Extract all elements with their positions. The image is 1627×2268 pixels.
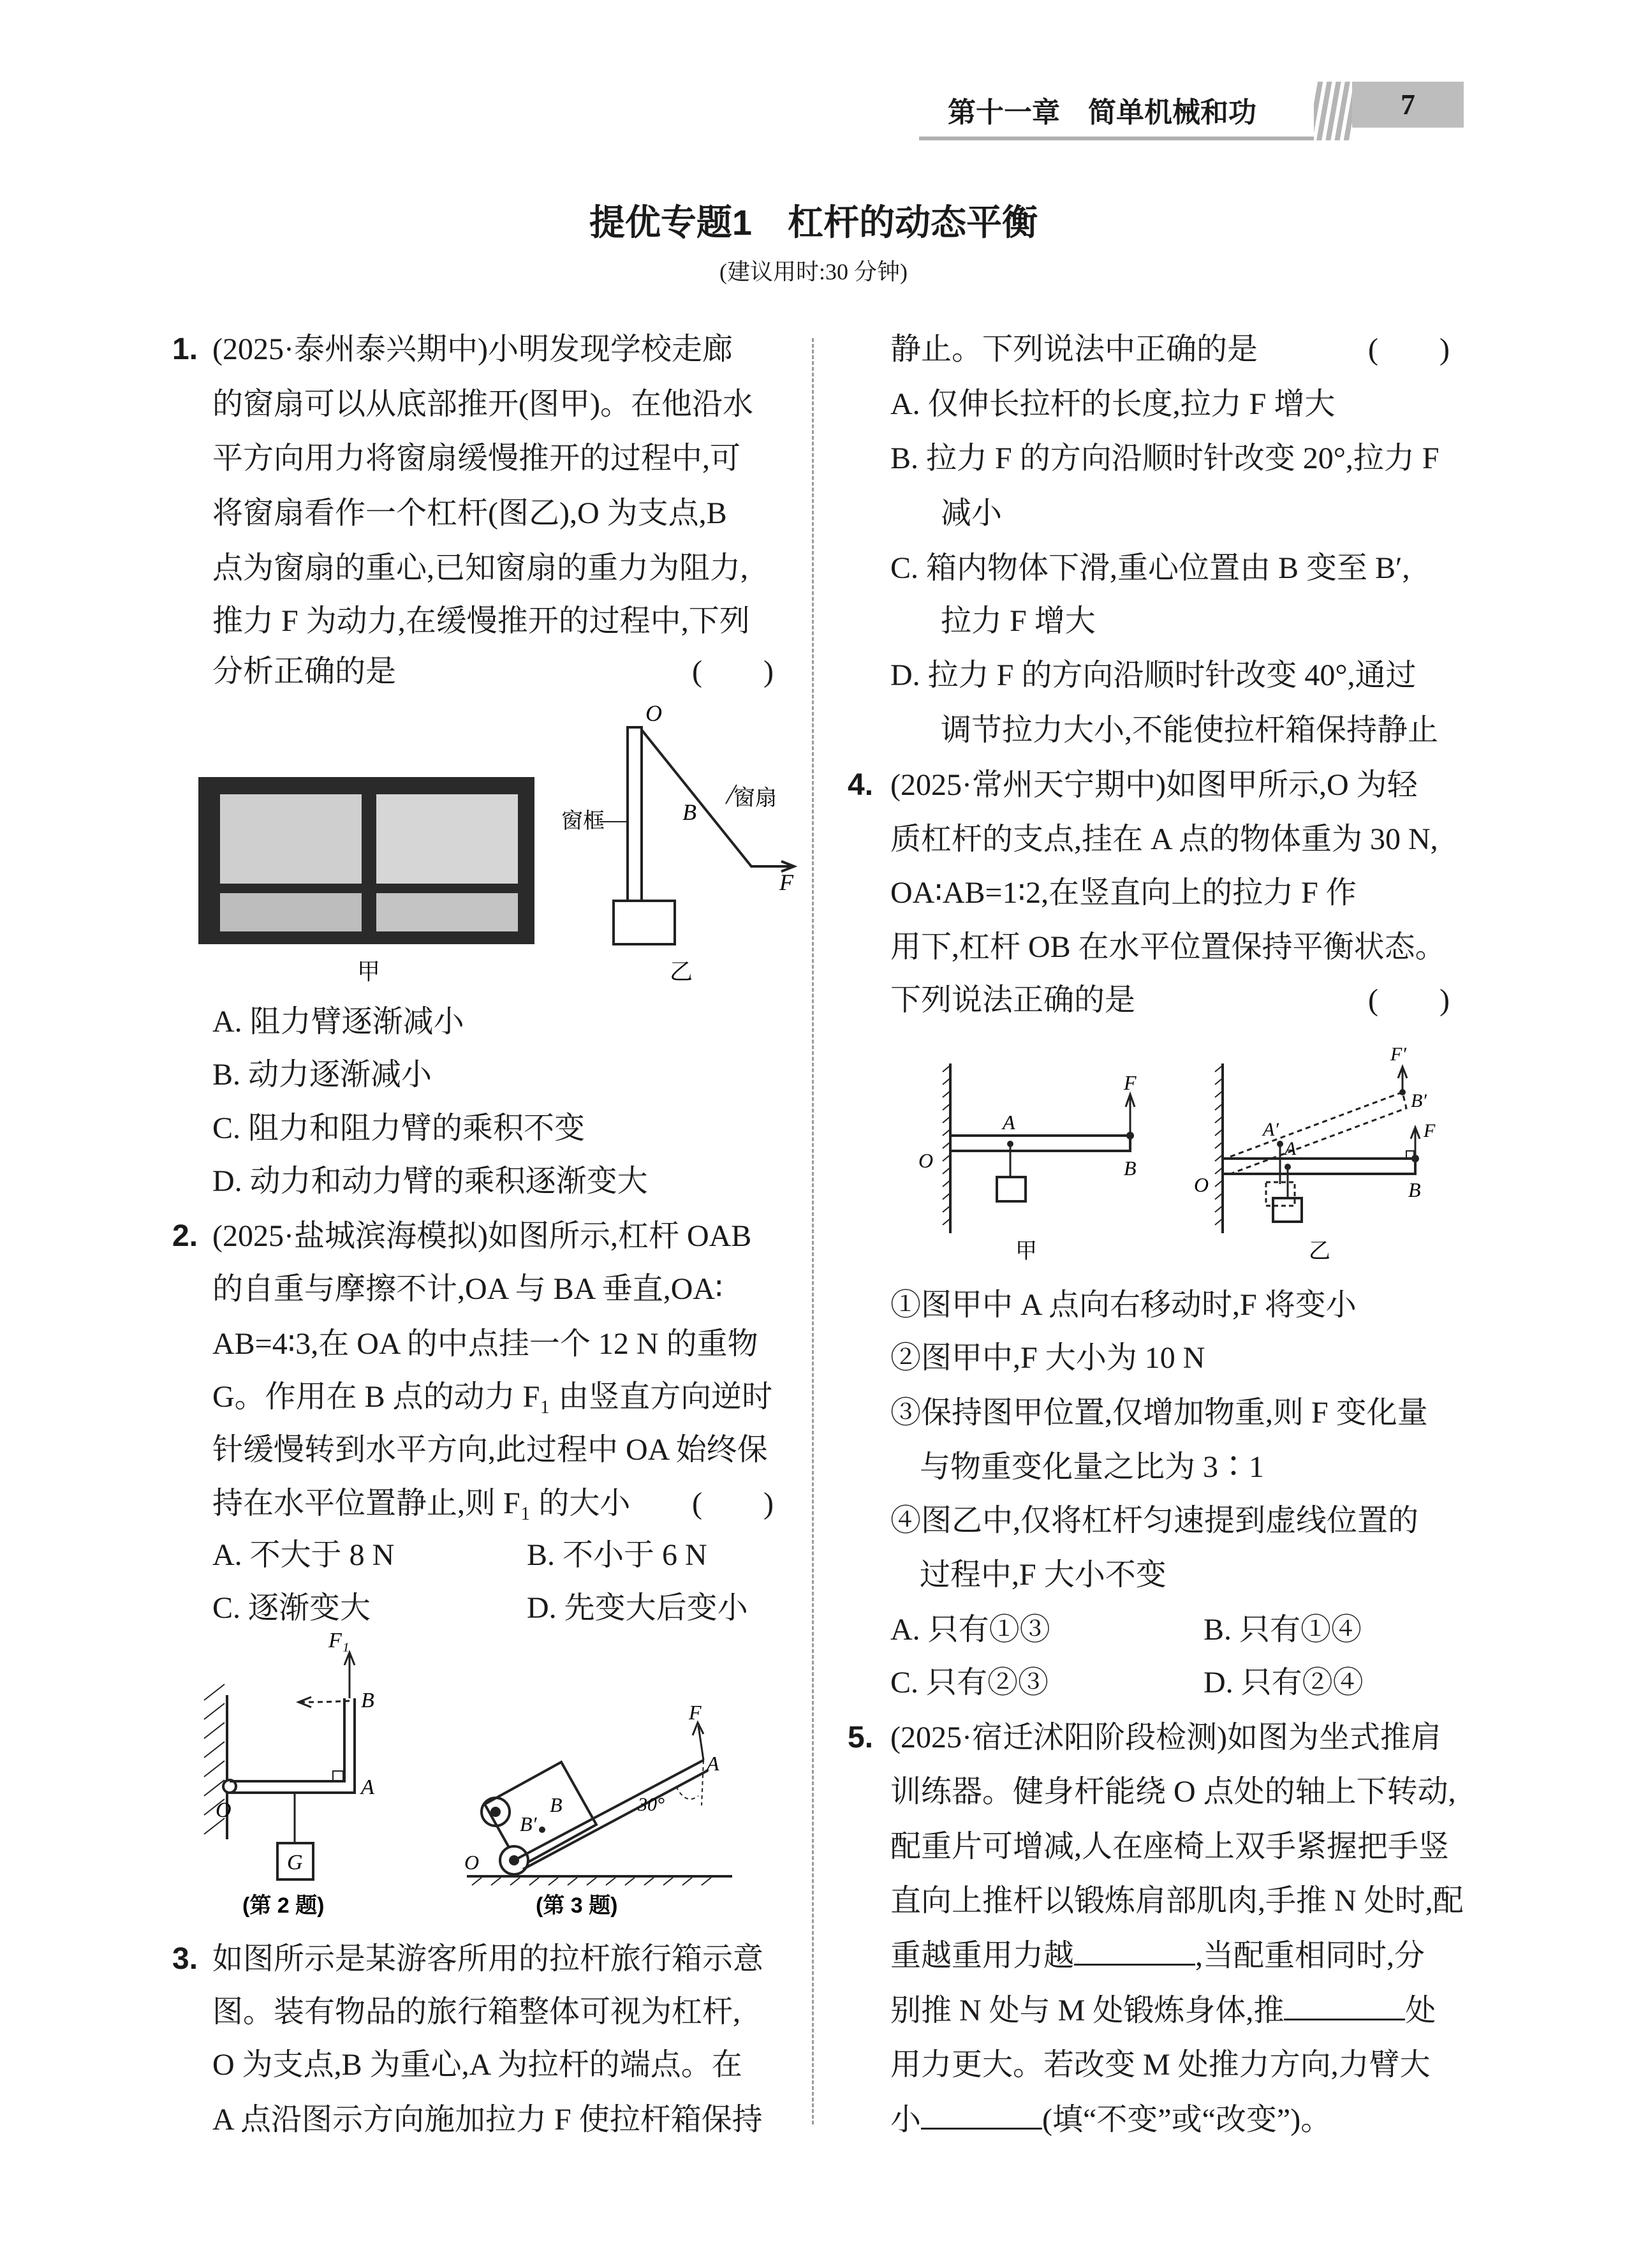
question-text: 的窗扇可以从底部推开(图甲)。在他沿水	[212, 387, 753, 421]
caption-q3: (第 3 题)	[536, 1894, 618, 1918]
question-text: (2025·泰州泰兴期中)小明发现学校走廊	[212, 332, 733, 366]
label-F1: F₁	[328, 1629, 350, 1652]
lever-diagram-jia	[943, 1064, 1135, 1233]
label-O: O	[645, 700, 662, 726]
answer-bracket[interactable]: ( )	[1368, 983, 1450, 1017]
point-B	[1126, 1132, 1134, 1139]
question-text: (2025·宿迁沭阳阶段检测)如图为坐式推肩	[890, 1721, 1441, 1754]
question-text: 的自重与摩擦不计,OA 与 BA 垂直,OA∶	[212, 1272, 723, 1306]
suggested-time: (建议用时:30 分钟)	[719, 259, 908, 285]
option-c[interactable]: C. 箱内物体下滑,重心位置由 B 变至 B′,	[890, 551, 1410, 585]
answer-blank-1[interactable]	[1074, 1932, 1195, 1966]
question-number: 5.	[848, 1721, 874, 1754]
answer-bracket[interactable]: ( )	[1368, 332, 1450, 366]
question-text: 推力 F 为动力,在缓慢推开的过程中,下列	[212, 604, 750, 638]
question-text: O 为支点,B 为重心,A 为拉杆的端点。在	[212, 2048, 742, 2082]
option-b-cont[interactable]: 减小	[941, 496, 1003, 530]
label-B: B	[550, 1793, 563, 1816]
option-c[interactable]: C. 阻力和阻力臂的乘积不变	[212, 1111, 585, 1145]
label-B: B	[361, 1689, 374, 1712]
label-A: A	[1003, 1111, 1015, 1134]
text-part: 重越重用力越	[890, 1939, 1075, 1973]
question-text-line6	[890, 1983, 1436, 2038]
option-d-cont[interactable]: 调节拉力大小,不能使拉杆箱保持静止	[941, 713, 1439, 747]
point-B-prime	[1399, 1089, 1406, 1095]
question-number: 1.	[172, 332, 198, 366]
question-number: 2.	[172, 1219, 198, 1253]
answer-bracket[interactable]: ( )	[692, 655, 774, 688]
label-O: O	[216, 1798, 232, 1822]
label-B-prime: B′	[1411, 1090, 1427, 1111]
option-a[interactable]: A. 不大于 8 N	[212, 1538, 395, 1572]
point-B	[1411, 1155, 1419, 1162]
label-F: F	[1124, 1071, 1137, 1094]
label-A: A	[1285, 1138, 1297, 1159]
question-text: A 点沿图示方向施加拉力 F 使拉杆箱保持	[212, 2103, 763, 2137]
statement-3-cont: 与物重变化量之比为 3∶1	[920, 1450, 1265, 1484]
text-part: 处	[1405, 1994, 1436, 2027]
question-text: 点为窗扇的重心,已知窗扇的重力为阻力,	[212, 551, 749, 585]
option-b[interactable]: B. 拉力 F 的方向沿顺时针改变 20°,拉力 F	[890, 441, 1439, 475]
label-A: A	[361, 1775, 374, 1799]
question-text: 训练器。健身杆能绕 O 点处的轴上下转动,	[890, 1775, 1456, 1809]
label-sash: 窗扇	[733, 786, 777, 810]
caption-yi: 乙	[1309, 1239, 1330, 1263]
statement-4-cont: 过程中,F 大小不变	[920, 1558, 1167, 1592]
lever-diagram-yi	[1215, 1064, 1420, 1233]
question-text: 用下,杠杆 OB 在水平位置保持平衡状态。	[890, 930, 1446, 964]
question-number: 4.	[848, 768, 874, 802]
option-b[interactable]: B. 只有①④	[1204, 1613, 1362, 1647]
label-F-prime: F′	[1390, 1044, 1406, 1065]
question-text: 用力更大。若改变 M 处推力方向,力臂大	[890, 2048, 1431, 2082]
label-angle: 30°	[638, 1794, 665, 1815]
question-text: 静止。下列说法中正确的是	[890, 332, 1258, 366]
question-text: 持在水平位置静止,则 F₁ 的大小	[212, 1486, 631, 1520]
point-A	[1007, 1141, 1013, 1147]
answer-blank-3[interactable]	[921, 2096, 1042, 2130]
point-A-prime	[1277, 1141, 1283, 1147]
question-text: (2025·盐城滨海模拟)如图所示,杠杆 OAB	[212, 1219, 752, 1253]
caption-jia: 甲	[1015, 1239, 1037, 1263]
question-text: 分析正确的是	[212, 655, 397, 688]
label-frame: 窗框	[561, 809, 605, 833]
question-text-line5	[890, 1929, 1425, 1983]
option-d[interactable]: D. 动力和动力臂的乘积逐渐变大	[212, 1164, 648, 1198]
question-text: OA∶AB=1∶2,在竖直向上的拉力 F 作	[890, 876, 1357, 910]
label-F: F	[689, 1701, 702, 1724]
caption-yi: 乙	[670, 958, 693, 984]
label-O: O	[1194, 1173, 1209, 1196]
statement-3: ③保持图甲位置,仅增加物重,则 F 变化量	[890, 1396, 1428, 1430]
question-text: G。作用在 B 点的动力 F₁ 由竖直方向逆时	[212, 1380, 773, 1414]
option-b[interactable]: B. 不小于 6 N	[527, 1538, 707, 1572]
page-number: 7	[1401, 88, 1415, 121]
question-text: 平方向用力将窗扇缓慢推开的过程中,可	[212, 441, 741, 475]
label-A: A	[707, 1752, 719, 1775]
chapter-title: 第十一章 简单机械和功	[948, 97, 1256, 128]
text-part: 小	[890, 2103, 922, 2137]
statement-2: ②图甲中,F 大小为 10 N	[890, 1341, 1205, 1375]
label-B: B	[682, 799, 696, 825]
question-text: 针缓慢转到水平方向,此过程中 OA 始终保	[212, 1433, 768, 1467]
option-d[interactable]: D. 只有②④	[1204, 1666, 1364, 1700]
question-number: 3.	[172, 1942, 198, 1976]
label-O: O	[918, 1149, 934, 1172]
label-G: G	[287, 1851, 303, 1874]
label-O: O	[464, 1851, 480, 1874]
text-part: ,当配重相同时,分	[1195, 1939, 1425, 1973]
caption-jia: 甲	[357, 958, 381, 984]
center-of-gravity-dot	[539, 1827, 545, 1833]
option-d[interactable]: D. 先变大后变小	[527, 1591, 748, 1625]
point-A	[1285, 1164, 1291, 1170]
label-B-prime: B′	[520, 1812, 537, 1835]
option-c-cont[interactable]: 拉力 F 增大	[941, 604, 1096, 638]
statement-1: ①图甲中 A 点向右移动时,F 将变小	[890, 1288, 1357, 1322]
question-text: 下列说法正确的是	[890, 983, 1136, 1017]
question-text: 如图所示是某游客所用的拉杆旅行箱示意	[212, 1942, 764, 1976]
statement-4: ④图乙中,仅将杠杆匀速提到虚线位置的	[890, 1504, 1419, 1538]
q3-suitcase-diagram	[467, 1723, 732, 1885]
question-text: 配重片可增减,人在座椅上双手紧握把手竖	[890, 1830, 1450, 1864]
page-title: 提优专题1 杠杆的动态平衡	[589, 202, 1038, 242]
label-F: F	[1424, 1120, 1436, 1141]
question-text-line8	[890, 2093, 1331, 2147]
option-a[interactable]: A. 阻力臂逐渐减小	[212, 1005, 464, 1039]
question-text: 将窗扇看作一个杠杆(图乙),O 为支点,B	[212, 496, 727, 530]
question-text: 质杠杆的支点,挂在 A 点的物体重为 30 N,	[890, 822, 1438, 856]
question-text: (2025·常州天宁期中)如图甲所示,O 为轻	[890, 768, 1418, 802]
text-part: 别推 N 处与 M 处锻炼身体,推	[890, 1994, 1285, 2027]
label-B: B	[1408, 1178, 1421, 1201]
answer-bracket[interactable]: ( )	[692, 1486, 774, 1520]
text-part: (填“不变”或“改变”)。	[1042, 2103, 1332, 2137]
option-a[interactable]: A. 只有①③	[890, 1613, 1050, 1647]
option-b[interactable]: B. 动力逐渐减小	[212, 1058, 432, 1092]
question-text: 直向上推杆以锻炼肩部肌肉,手推 N 处时,配	[890, 1884, 1464, 1918]
option-c[interactable]: C. 逐渐变大	[212, 1591, 371, 1625]
answer-blank-2[interactable]	[1284, 1987, 1405, 2020]
q2-lever-diagram	[204, 1652, 355, 1879]
option-d[interactable]: D. 拉力 F 的方向沿顺时针改变 40°,通过	[890, 658, 1417, 692]
option-c[interactable]: C. 只有②③	[890, 1666, 1049, 1700]
label-F: F	[779, 870, 793, 895]
question-text: AB=4∶3,在 OA 的中点挂一个 12 N 的重物	[212, 1327, 758, 1361]
option-a[interactable]: A. 仅伸长拉杆的长度,拉力 F 增大	[890, 387, 1336, 421]
label-B: B	[1124, 1157, 1137, 1180]
label-A-prime: A′	[1263, 1119, 1279, 1140]
caption-q2: (第 2 题)	[242, 1894, 325, 1918]
question-text: 图。装有物品的旅行箱整体可视为杠杆,	[212, 1995, 741, 2029]
